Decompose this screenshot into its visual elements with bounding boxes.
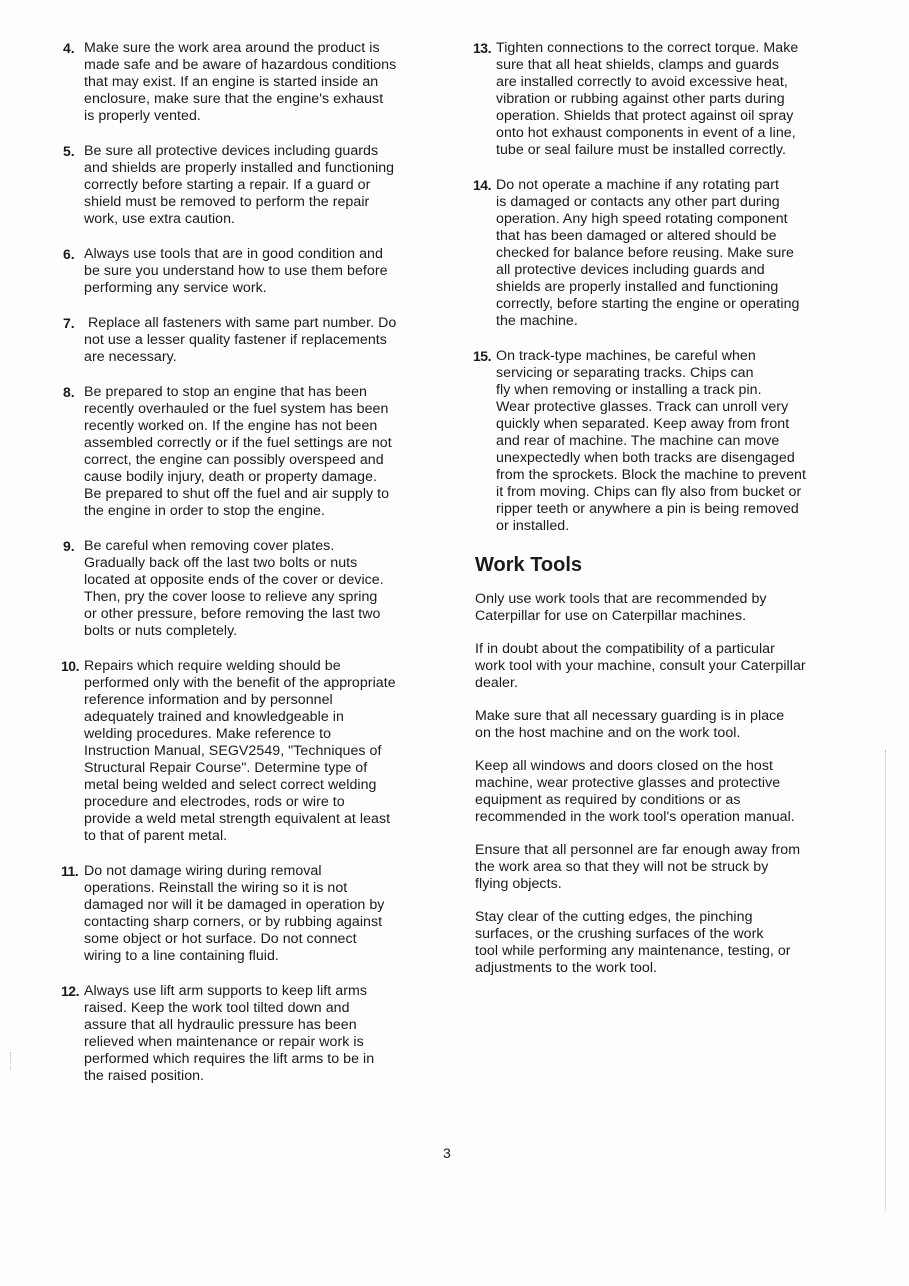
safety-item-12 — [63, 983, 433, 1085]
item-line: not use a lesser quality fastener if replacements — [84, 332, 387, 348]
item-line: the raised position. — [84, 1068, 205, 1084]
right-column — [475, 40, 840, 977]
item-line: or installed. — [496, 518, 570, 534]
item-line: that may exist. If an engine is started inside an — [84, 74, 379, 90]
safety-item-10 — [63, 658, 433, 845]
item-line: Always use tools that are in good condition and — [84, 246, 383, 262]
item-line: Be careful when removing cover plates. — [84, 538, 335, 554]
item-line: correctly before starting a repair. If a guard or — [84, 177, 371, 193]
item-line: servicing or separating tracks. Chips can — [496, 365, 754, 381]
item-line: sure that all heat shields, clamps and guards — [496, 57, 780, 73]
item-line: operation. Shields that protect against oil spray — [496, 108, 794, 124]
paragraph-line: tool while performing any maintenance, testing, or — [475, 943, 791, 959]
item-line: and rear of machine. The machine can move — [496, 433, 780, 449]
item-line: is damaged or contacts any other part during — [496, 194, 780, 210]
item-line: be sure you understand how to use them before — [84, 263, 388, 279]
item-number: 10. — [61, 658, 79, 674]
item-line: all protective devices including guards and — [496, 262, 765, 278]
item-line: ripper teeth or anywhere a pin is being removed — [496, 501, 799, 517]
item-number: 11. — [61, 863, 79, 879]
item-line: correct, the engine can possibly overspeed and — [84, 452, 384, 468]
item-line: recently overhauled or the fuel system has been — [84, 401, 389, 417]
item-line: some object or hot surface. Do not connect — [84, 931, 357, 947]
item-line: Tighten connections to the correct torque. Make — [496, 40, 799, 56]
paragraph-line: flying objects. — [475, 876, 562, 892]
item-line: Structural Repair Course". Determine type of — [84, 760, 368, 776]
item-line: shields are properly installed and functioning — [496, 279, 779, 295]
item-line: enclosure, make sure that the engine's exhaust — [84, 91, 384, 107]
paragraph-line: Keep all windows and doors closed on the host — [475, 758, 774, 774]
item-line: procedure and electrodes, rods or wire to — [84, 794, 345, 810]
paragraph-line: Only use work tools that are recommended by — [475, 591, 767, 607]
item-line: and shields are properly installed and functioning — [84, 160, 395, 176]
safety-item-8 — [63, 384, 433, 520]
scan-margin-rule — [885, 750, 886, 1210]
item-line: made safe and be aware of hazardous conditions — [84, 57, 397, 73]
item-line: vibration or rubbing against other parts during — [496, 91, 785, 107]
safety-item-13 — [475, 40, 840, 159]
safety-item-5 — [63, 143, 433, 228]
paragraph — [475, 708, 840, 742]
item-line: Instruction Manual, SEGV2549, "Techniques of — [84, 743, 382, 759]
item-line: wiring to a line containing fluid. — [84, 948, 279, 964]
item-line: relieved when maintenance or repair work is — [84, 1034, 364, 1050]
paragraph-line: machine, wear protective glasses and protective — [475, 775, 781, 791]
section-heading: Work Tools — [475, 554, 583, 576]
item-line: quickly when separated. Keep away from front — [496, 416, 790, 432]
paragraph-line: Caterpillar for use on Caterpillar machines. — [475, 608, 747, 624]
paragraph-line: Stay clear of the cutting edges, the pinching — [475, 909, 753, 925]
item-line: Be prepared to shut off the fuel and air supply to — [84, 486, 390, 502]
paragraph-line: adjustments to the work tool. — [475, 960, 658, 976]
work-tools-section — [475, 553, 840, 977]
item-line: Make sure the work area around the product is — [84, 40, 380, 56]
item-line: performed which requires the lift arms to be in — [84, 1051, 375, 1067]
left-column — [63, 40, 433, 1085]
item-line: provide a weld metal strength equivalent at least — [84, 811, 391, 827]
paragraph-line: recommended in the work tool's operation manual. — [475, 809, 795, 825]
item-line: checked for balance before reusing. Make sure — [496, 245, 794, 261]
item-number: 9. — [63, 538, 75, 554]
item-number: 7. — [63, 315, 75, 331]
item-number: 15. — [473, 348, 491, 364]
item-line: tube or seal failure must be installed correctly. — [496, 142, 787, 158]
item-line: Do not operate a machine if any rotating part — [496, 177, 780, 193]
paragraph — [475, 909, 840, 977]
item-line: Be prepared to stop an engine that has been — [84, 384, 367, 400]
item-line: fly when removing or installing a track pin. — [496, 382, 762, 398]
paragraph-line: surfaces, or the crushing surfaces of the work — [475, 926, 764, 942]
item-line: operations. Reinstall the wiring so it is not — [84, 880, 348, 896]
item-line: Then, pry the cover loose to relieve any spring — [84, 589, 378, 605]
item-line: contacting sharp corners, or by rubbing against — [84, 914, 383, 930]
item-line: assembled correctly or if the fuel settings are not — [84, 435, 392, 451]
item-line: that has been damaged or altered should be — [496, 228, 777, 244]
safety-item-7 — [63, 315, 433, 366]
safety-item-15 — [475, 348, 840, 535]
item-number: 12. — [61, 983, 79, 999]
item-line: damaged nor will it be damaged in operation by — [84, 897, 385, 913]
item-line: On track-type machines, be careful when — [496, 348, 756, 364]
safety-item-11 — [63, 863, 433, 965]
page-number: 3 — [443, 1145, 451, 1161]
item-line: reference information and by personnel — [84, 692, 333, 708]
scan-edge-mark — [10, 1052, 11, 1070]
item-line: Wear protective glasses. Track can unroll very — [496, 399, 789, 415]
item-line: raised. Keep the work tool tilted down and — [84, 1000, 350, 1016]
item-line: from the sprockets. Block the machine to prevent — [496, 467, 806, 483]
item-line: work, use extra caution. — [84, 211, 236, 227]
item-line: onto hot exhaust components in event of a line, — [496, 125, 796, 141]
paragraph-line: Make sure that all necessary guarding is in place — [475, 708, 785, 724]
paragraph-line: work tool with your machine, consult your Caterpillar — [475, 658, 806, 674]
item-line: correctly, before starting the engine or operating — [496, 296, 800, 312]
item-line: metal being welded and select correct welding — [84, 777, 377, 793]
paragraph-line: equipment as required by conditions or as — [475, 792, 741, 808]
item-line: recently worked on. If the engine has not been — [84, 418, 378, 434]
item-number: 4. — [63, 40, 75, 56]
paragraph — [475, 641, 840, 692]
item-line: to that of parent metal. — [84, 828, 228, 844]
item-line: unexpectedly when both tracks are disengaged — [496, 450, 795, 466]
item-line: the engine in order to stop the engine. — [84, 503, 325, 519]
paragraph-line: dealer. — [475, 675, 518, 691]
paragraph — [475, 842, 840, 893]
item-line: shield must be removed to perform the repair — [84, 194, 370, 210]
paragraph-line: If in doubt about the compatibility of a particular — [475, 641, 775, 657]
item-line: Repairs which require welding should be — [84, 658, 341, 674]
item-line: performing any service work. — [84, 280, 267, 296]
item-number: 5. — [63, 143, 75, 159]
safety-item-4 — [63, 40, 433, 125]
paragraph-line: on the host machine and on the work tool. — [475, 725, 741, 741]
safety-item-14 — [475, 177, 840, 330]
paragraph-line: the work area so that they will not be struck by — [475, 859, 769, 875]
item-line: performed only with the benefit of the appropriate — [84, 675, 396, 691]
item-line: is properly vented. — [84, 108, 201, 124]
paragraph — [475, 591, 840, 625]
item-number: 13. — [473, 40, 491, 56]
item-line: located at opposite ends of the cover or device. — [84, 572, 384, 588]
item-line: Replace all fasteners with same part number. Do — [84, 315, 397, 331]
item-line: or other pressure, before removing the last two — [84, 606, 381, 622]
item-line: it from moving. Chips can fly also from bucket or — [496, 484, 802, 500]
safety-item-9 — [63, 538, 433, 640]
safety-item-6 — [63, 246, 433, 297]
item-number: 6. — [63, 246, 75, 262]
item-line: the machine. — [496, 313, 578, 329]
item-line: welding procedures. Make reference to — [84, 726, 332, 742]
item-line: Always use lift arm supports to keep lift arms — [84, 983, 367, 999]
item-line: Gradually back off the last two bolts or nuts — [84, 555, 358, 571]
item-line: adequately trained and knowledgeable in — [84, 709, 344, 725]
paragraph — [475, 758, 840, 826]
item-number: 8. — [63, 384, 75, 400]
item-line: operation. Any high speed rotating component — [496, 211, 788, 227]
item-number: 14. — [473, 177, 491, 193]
item-line: cause bodily injury, death or property damage. — [84, 469, 378, 485]
item-line: Be sure all protective devices including guards — [84, 143, 379, 159]
item-line: Do not damage wiring during removal — [84, 863, 322, 879]
item-line: bolts or nuts completely. — [84, 623, 238, 639]
item-line: are necessary. — [84, 349, 177, 365]
item-line: are installed correctly to avoid excessive heat, — [496, 74, 788, 90]
paragraph-line: Ensure that all personnel are far enough away from — [475, 842, 801, 858]
item-line: assure that all hydraulic pressure has been — [84, 1017, 357, 1033]
